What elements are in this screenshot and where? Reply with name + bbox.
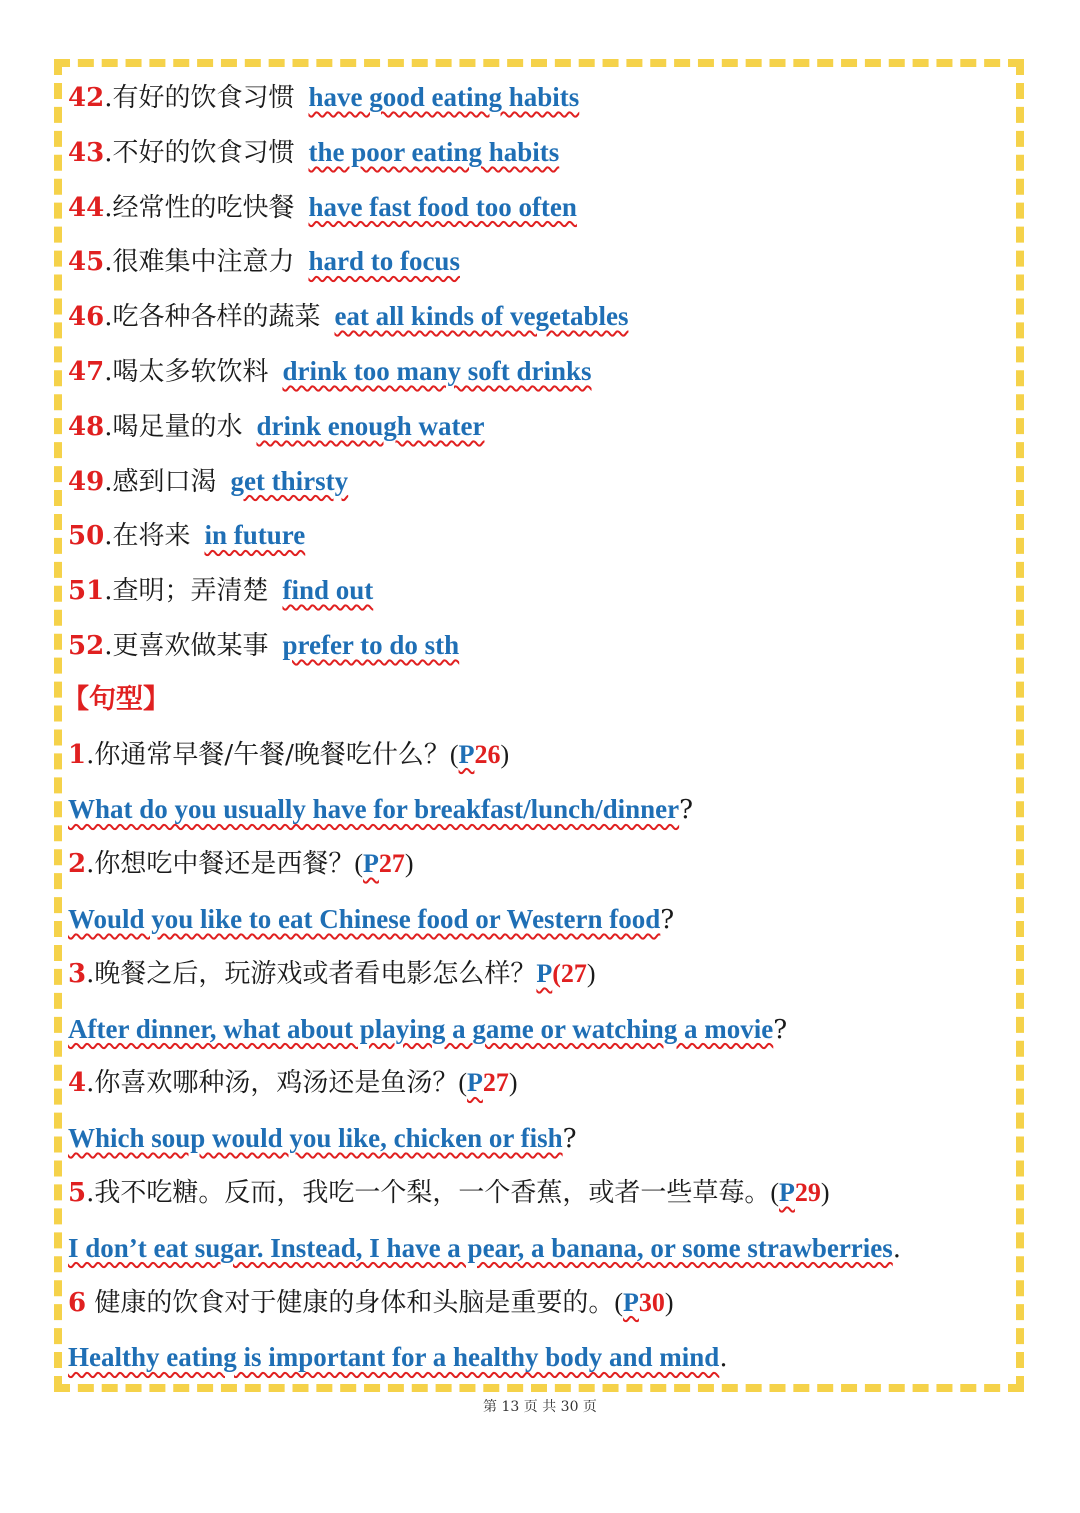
sentence-end-punct: ? [660, 904, 675, 935]
sentence-end-punct: ? [679, 795, 694, 826]
phrase-english: in future [204, 520, 306, 551]
sentence-english-row [68, 892, 1018, 947]
sentence-number: 5 [68, 1177, 87, 1208]
sentence-english-row [68, 1002, 1018, 1057]
phrase-chinese: .在将来 [104, 521, 191, 552]
ref-close: ) [820, 1177, 830, 1207]
ref-close: ) [508, 1068, 518, 1098]
phrase-chinese: .更喜欢做某事 [104, 630, 269, 661]
phrase-row [68, 508, 1018, 563]
sentence-english: Would you like to eat Chinese food or Western food [68, 903, 661, 934]
sentence-end-punct: . [719, 1343, 728, 1374]
sentence-chinese-row [68, 837, 1018, 892]
ref-close: ) [664, 1287, 674, 1317]
page-content [62, 70, 1018, 1385]
sentence-chinese-row [68, 1276, 1018, 1331]
phrase-english: hard to focus [308, 246, 460, 277]
phrase-english: find out [282, 575, 374, 606]
phrase-english: get thirsty [230, 465, 349, 496]
ref-page-letter: P [458, 739, 475, 769]
sentence-number: 2 [68, 849, 87, 880]
phrase-english: drink too many soft drinks [282, 355, 592, 386]
ref-page-number: 26 [474, 739, 501, 769]
phrase-number: 44 [68, 192, 105, 223]
phrase-row [68, 563, 1018, 618]
sentence-english: What do you usually have for breakfast/lunch/dinner [68, 794, 680, 825]
sentence-number: 1 [68, 739, 87, 770]
ref-page-letter: P [623, 1287, 639, 1317]
phrase-row [68, 289, 1018, 344]
sentence-end-punct: ? [773, 1014, 788, 1045]
section-heading-row [62, 673, 1018, 728]
ref-open: ( [449, 739, 459, 769]
sentence-english: Which soup would you like, chicken or fish [68, 1123, 563, 1154]
phrase-number: 48 [68, 411, 105, 442]
phrase-number: 50 [68, 521, 105, 552]
phrase-row [68, 180, 1018, 235]
phrase-row [68, 399, 1018, 454]
sentence-chinese-row [68, 1166, 1018, 1221]
phrase-chinese: .有好的饮食习惯 [104, 83, 295, 113]
sentence-end-punct: ? [562, 1124, 577, 1155]
sentence-chinese: .你喜欢哪种汤，鸡汤还是鱼汤？ [86, 1068, 459, 1099]
phrase-chinese: .查明；弄清楚 [104, 576, 269, 607]
sentence-english: After dinner, what about playing a game or watching a movie [68, 1013, 774, 1044]
phrase-english: have good eating habits [308, 82, 580, 112]
ref-page-letter: P [779, 1177, 795, 1207]
phrase-number: 46 [68, 302, 105, 333]
ref-open: ( [614, 1287, 624, 1317]
phrase-row [68, 618, 1018, 673]
phrase-number: 45 [68, 247, 105, 278]
phrase-chinese: .经常性的吃快餐 [104, 192, 295, 223]
phrase-english: prefer to do sth [282, 629, 460, 660]
sentence-chinese-row [68, 1056, 1018, 1111]
ref-page-number: 27 [482, 1068, 509, 1098]
phrase-english: drink enough water [256, 410, 485, 441]
sentence-english: I don’t eat sugar. Instead, I have a pear, a banana, or some strawberries [68, 1232, 893, 1263]
sentence-chinese: .你想吃中餐还是西餐？ [86, 849, 355, 880]
sentence-chinese-row [68, 947, 1018, 1002]
section-heading: 【句型】 [62, 683, 170, 715]
sentence-chinese: .你通常早餐/午餐/晚餐吃什么？ [86, 739, 450, 770]
ref-page-number: 27 [378, 849, 405, 879]
sentence-english-row [68, 1221, 1018, 1276]
ref-page-number: 30 [638, 1287, 665, 1317]
phrase-chinese: .喝太多软饮料 [104, 356, 269, 387]
sentence-chinese: .晚餐之后，玩游戏或者看电影怎么样？ [86, 958, 537, 989]
sentence-chinese-row [68, 728, 1018, 783]
ref-page-number: (27 [552, 958, 587, 988]
phrase-english: the poor eating habits [308, 136, 560, 167]
ref-close: ) [404, 849, 414, 879]
phrase-english: eat all kinds of vegetables [334, 301, 629, 332]
ref-page-letter: P [467, 1068, 483, 1098]
ref-open: ( [770, 1177, 780, 1207]
phrase-chinese: .感到口渴 [104, 466, 217, 497]
phrase-chinese: .不好的饮食习惯 [104, 137, 295, 168]
phrase-row [68, 344, 1018, 399]
phrase-chinese: .吃各种各样的蔬菜 [104, 302, 321, 333]
sentence-chinese: .我不吃糖。反而，我吃一个梨，一个香蕉，或者一些草莓。 [86, 1177, 771, 1208]
phrase-chinese: .喝足量的水 [104, 411, 243, 442]
phrase-row [68, 125, 1018, 180]
ref-page-letter: P [536, 958, 553, 988]
phrase-row [68, 234, 1018, 289]
sentence-english: Healthy eating is important for a healthy body and mind [68, 1342, 720, 1373]
sentence-number: 4 [68, 1068, 87, 1099]
ref-page-number: 29 [794, 1177, 821, 1207]
ref-close: ) [586, 958, 596, 988]
phrase-english: have fast food too often [308, 191, 577, 222]
sentence-english-row [68, 782, 1018, 837]
sentence-english-row [68, 1111, 1018, 1166]
ref-page-letter: P [363, 849, 379, 879]
phrase-number: 51 [68, 576, 105, 607]
sentence-chinese: 健康的饮食对于健康的身体和头脑是重要的。 [86, 1287, 615, 1318]
phrase-number: 42 [68, 83, 105, 113]
sentence-number: 3 [68, 958, 87, 989]
sentence-english-row [68, 1330, 1018, 1385]
sentence-number: 6 [68, 1287, 87, 1318]
ref-open: ( [354, 849, 364, 879]
phrase-number: 52 [68, 630, 105, 661]
phrase-number: 47 [68, 356, 105, 387]
phrase-number: 49 [68, 466, 105, 497]
ref-open: ( [458, 1068, 468, 1098]
page-footer: 第 13 页 共 30 页 [483, 1399, 597, 1415]
phrase-number: 43 [68, 137, 105, 168]
ref-close: ) [500, 739, 510, 769]
phrase-row [68, 70, 1018, 125]
sentence-end-punct: . [892, 1233, 902, 1264]
phrase-chinese: .很难集中注意力 [104, 247, 295, 278]
phrase-row [68, 454, 1018, 509]
